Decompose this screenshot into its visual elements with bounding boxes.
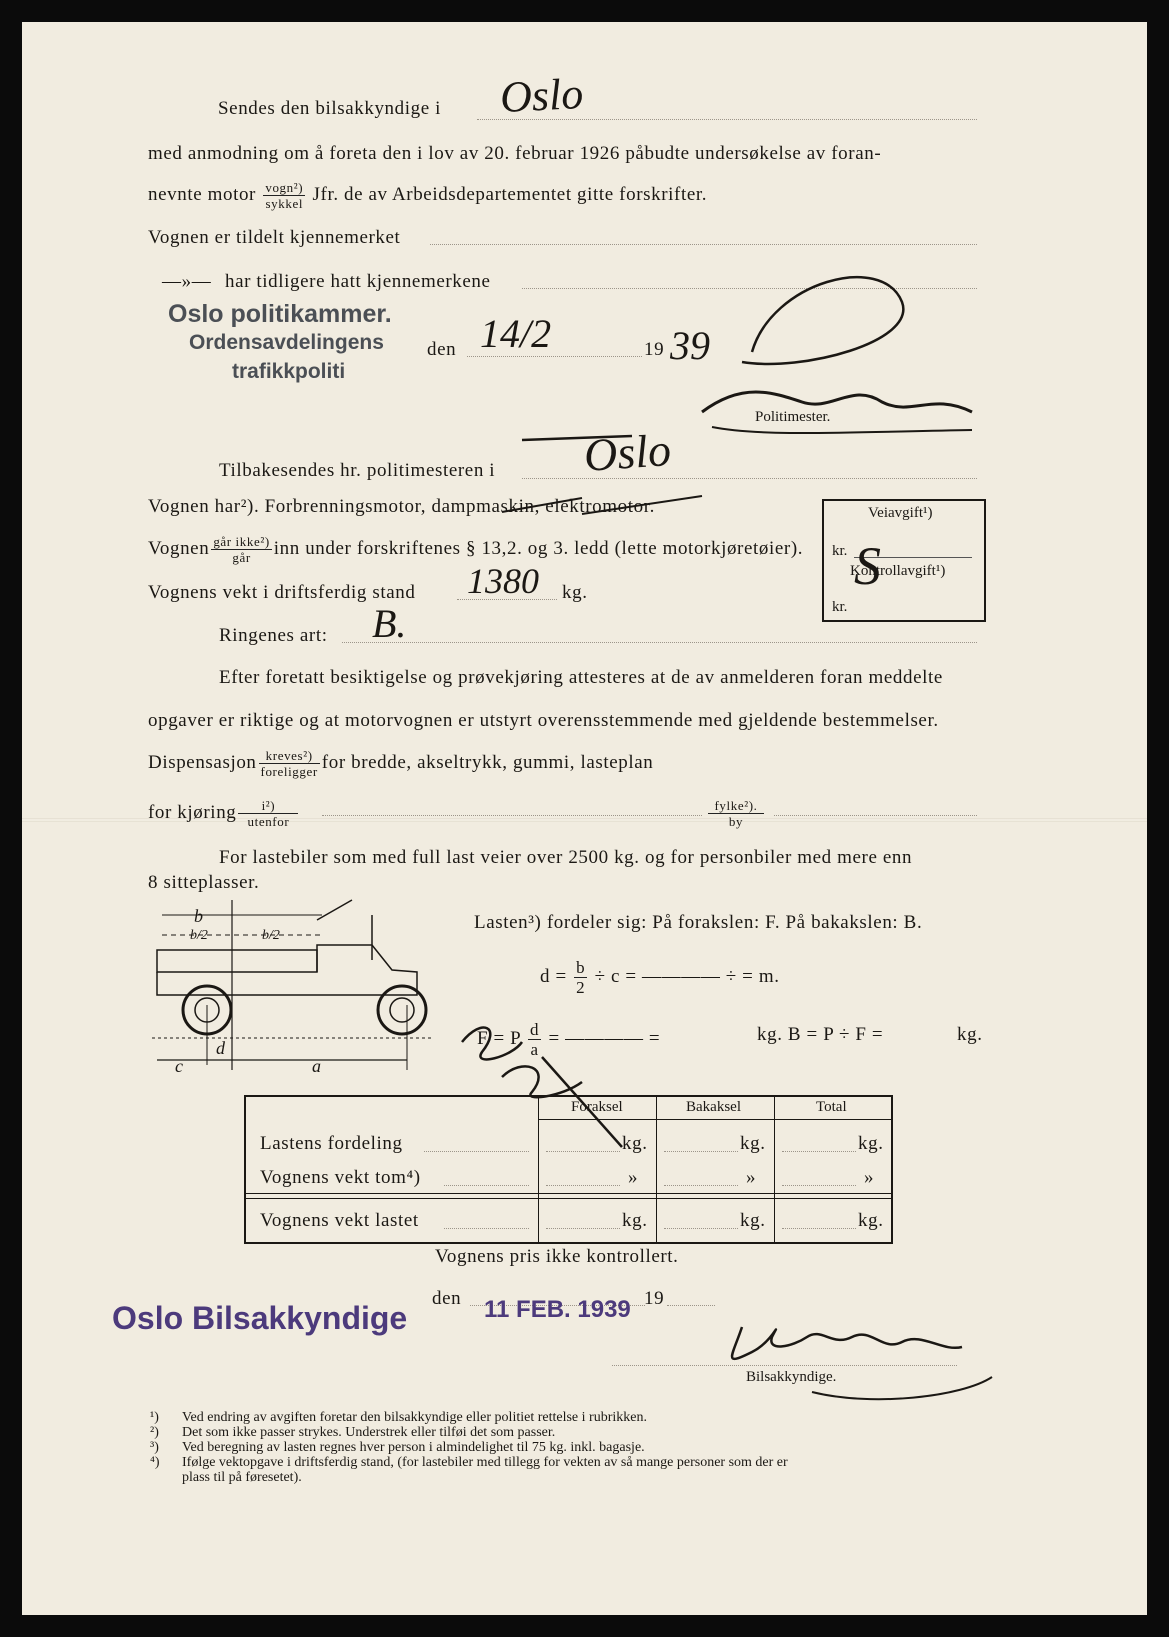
motor-strike [462, 492, 712, 522]
line3-pre: nevnte motor [148, 183, 256, 205]
sendes-handwriting: Oslo [498, 68, 585, 123]
footnote-text: plass til på føresetet). [182, 1470, 302, 1485]
vogn-sykkel-fraction [263, 180, 305, 211]
veiavgift-label: Veiavgift¹) [868, 505, 933, 521]
year-handwriting: 39 [670, 323, 710, 368]
kontrollavgift-label: Kontrollavgift¹) [850, 563, 946, 579]
table-cell-dots [546, 1185, 620, 1186]
table-cell-dots [664, 1185, 738, 1186]
den2-label: den [432, 1288, 462, 1309]
police-stamp-line3: trafikkpoliti [232, 360, 346, 383]
ringer-label: Ringenes art: [219, 625, 328, 646]
table-cell: kg. [622, 1210, 648, 1231]
table-cell: » [746, 1167, 757, 1188]
table-cell: » [628, 1167, 639, 1188]
kjoring-dots [322, 815, 702, 816]
footnote-mark: ⁴) [150, 1455, 160, 1470]
year-prefix: 19 [644, 339, 665, 360]
table-row-label: Vognens vekt tom⁴) [260, 1167, 421, 1188]
tilbake-label: Tilbakesendes hr. politimesteren i [219, 460, 496, 481]
disp-fraction [259, 748, 320, 779]
fylke-fraction [708, 798, 764, 829]
date-stamp: 11 FEB. 1939 [484, 1296, 631, 1323]
footnote-text: Det som ikke passer strykes. Understrek eller tilføi det som passer. [182, 1425, 556, 1440]
formula-d: d = [540, 965, 567, 987]
vognens-pris: Vognens pris ikke kontrollert. [435, 1246, 679, 1267]
ringer-line [342, 642, 977, 643]
vekt-label: Vognens vekt i driftsferdig stand [148, 582, 416, 603]
fee-handwriting: S [854, 536, 881, 596]
table-row-dots [424, 1151, 529, 1152]
formula-b2-fraction [574, 958, 587, 997]
frac-num: vogn²) [265, 180, 304, 195]
politimester-label: Politimester. [755, 409, 831, 425]
laste-line2: 8 sitteplasser. [148, 872, 260, 893]
formula-d-line [540, 958, 780, 997]
kjoring-fraction [238, 798, 298, 829]
formula-b: b [576, 958, 586, 977]
lasten-line: Lasten³) fordeler sig: På forakslen: F. På bakakslen: B. [474, 912, 923, 933]
gaar-pre: Vognen [148, 537, 210, 559]
table-cell: kg. [622, 1133, 648, 1154]
line2-text: med anmodning om å foreta den i lov av 20. februar 1926 påbudte undersøkelse av foran- [148, 143, 882, 164]
bilsakkyndige-label: Bilsakkyndige. [746, 1369, 837, 1385]
table-header-total: Total [816, 1099, 847, 1115]
table-cell-dots [782, 1185, 856, 1186]
efter-line1: Efter foretatt besiktigelse og prøvekjøring attesteres at de av anmelderen foran meddelte [219, 667, 943, 688]
kjennemerket-label: Vognen er tildelt kjennemerket [148, 227, 401, 248]
table-cell: kg. [740, 1133, 766, 1154]
weight-table [244, 1095, 893, 1244]
tidligere-label: har tidligere hatt kjennemerkene [225, 271, 491, 292]
year2-prefix: 19 [644, 1288, 665, 1309]
efter-line2: opgaver er riktige og at motorvognen er utstyrt overensstemmende med gjeldende bestemmelser. [148, 710, 939, 731]
laste-line1: For lastebiler som med full last veier over 2500 kg. og for personbiler med mere enn [219, 847, 913, 868]
fee-box [822, 499, 986, 622]
police-stamp-line2: Ordensavdelingens [189, 331, 384, 354]
formula-2: 2 [576, 978, 586, 997]
vekt-unit: kg. [562, 582, 588, 603]
gaar-post: inn under forskriftenes § 13,2. og 3. ledd (lette motorkjøretøier). [273, 537, 804, 559]
tilbake-strike [522, 422, 722, 462]
kr1-label: kr. [832, 543, 848, 559]
diagram-label-d: d [216, 1038, 225, 1058]
vognen-har: Vognen har²). Forbrenningsmotor, dampmaskin, elektromotor. [148, 496, 655, 517]
dispensasjon-line [148, 748, 653, 779]
form-page [22, 22, 1147, 1615]
table-cell-dots [782, 1151, 856, 1152]
table-header-line [538, 1119, 891, 1120]
diagram-label-b2-left: b/2 [190, 928, 208, 943]
kr2-label: kr. [832, 599, 848, 615]
gaar-den: går [232, 550, 251, 565]
den-label: den [427, 339, 457, 360]
line3 [148, 180, 707, 211]
fylke-group [706, 798, 766, 829]
fylke-den: by [728, 814, 744, 829]
footnote-text: Ifølge vektopgave i driftsferdig stand, (for lastebiler med tillegg for vekten av så mange personer som der er [182, 1455, 788, 1470]
disp-post: for bredde, akseltrykk, gummi, lasteplan [321, 751, 654, 773]
ringer-handwriting: B. [372, 601, 407, 646]
formula-frest: = ———— = [548, 1027, 661, 1049]
tilbake-handwriting: Oslo [582, 424, 673, 481]
table-cell: kg. [858, 1210, 884, 1231]
date-handwriting: 14/2 [480, 311, 552, 356]
table-cell-dots [664, 1228, 738, 1229]
sendes-label: Sendes den bilsakkyndige i [218, 98, 441, 119]
table-cell-dots [664, 1151, 738, 1152]
table-cell-dots [782, 1228, 856, 1229]
kjoring-line [148, 798, 300, 829]
formula-fa: a [530, 1040, 539, 1059]
gaar-num: går ikke²) [213, 534, 270, 549]
year2-line [667, 1305, 715, 1306]
table-mid-line-2 [246, 1198, 891, 1199]
table-cell-dots [546, 1151, 620, 1152]
truck-diagram [152, 900, 452, 1080]
line3-post: Jfr. de av Arbeidsdepartementet gitte forskrifter. [312, 183, 708, 205]
table-cell: kg. [858, 1133, 884, 1154]
formula-fd: d [530, 1020, 540, 1039]
kjoring-pre: for kjøring [148, 801, 237, 823]
formula-kg2: kg. [957, 1024, 983, 1045]
signature-line [612, 1365, 957, 1366]
table-row-dots [444, 1228, 529, 1229]
table-header-bakaksel: Bakaksel [686, 1099, 741, 1115]
formula-rest: ÷ c = ———— ÷ = m. [594, 965, 780, 987]
footnote-mark: ¹) [150, 1410, 159, 1425]
disp-num: kreves²) [259, 748, 320, 764]
table-row-label: Lastens fordeling [260, 1133, 403, 1154]
table-row-dots [444, 1185, 529, 1186]
table-cell: » [864, 1167, 875, 1188]
frac-den: sykkel [265, 196, 304, 211]
table-header-foraksel: Foraksel [571, 1099, 623, 1115]
kjoring-num: i²) [238, 798, 298, 814]
formula-f: F = P [477, 1027, 521, 1049]
disp-pre: Dispensasjon [148, 751, 257, 773]
fylke-num: fylke²). [708, 798, 764, 814]
bilsakkyndige-signature [712, 1297, 1002, 1407]
table-mid-line [246, 1193, 891, 1194]
diagram-label-b2-right: b/2 [262, 928, 280, 943]
diagram-label-b: b [194, 906, 203, 926]
gaar-fraction [211, 534, 271, 565]
footnote-mark: ²) [150, 1425, 159, 1440]
footnote-text: Ved endring av avgiften foretar den bilsakkyndige eller politiet rettelse i rubrikken. [182, 1410, 647, 1425]
table-cell: kg. [740, 1210, 766, 1231]
politimester-signature [682, 262, 1002, 442]
table-cell-dots [546, 1228, 620, 1229]
tidligere-prefix: —»— [162, 271, 212, 292]
diagram-label-c: c [175, 1056, 183, 1076]
table-row-label: Vognens vekt lastet [260, 1210, 419, 1231]
diagram-label-a: a [312, 1056, 321, 1076]
vekt-handwriting: 1380 [467, 561, 539, 601]
disp-den: foreligger [260, 764, 318, 779]
bilsakkyndige-stamp: Oslo Bilsakkyndige [112, 1300, 408, 1336]
police-stamp-line1: Oslo politikammer. [168, 300, 392, 328]
kjennemerket-line [430, 244, 977, 245]
formula-kgB: kg. B = P ÷ F = [757, 1024, 884, 1045]
footnote-mark: ³) [150, 1440, 159, 1455]
kjoring-den: utenfor [247, 814, 290, 829]
footnote-text: Ved beregning av lasten regnes hver person i almindelighet til 75 kg. inkl. bagasje. [182, 1440, 645, 1455]
fylke-dots [774, 815, 977, 816]
